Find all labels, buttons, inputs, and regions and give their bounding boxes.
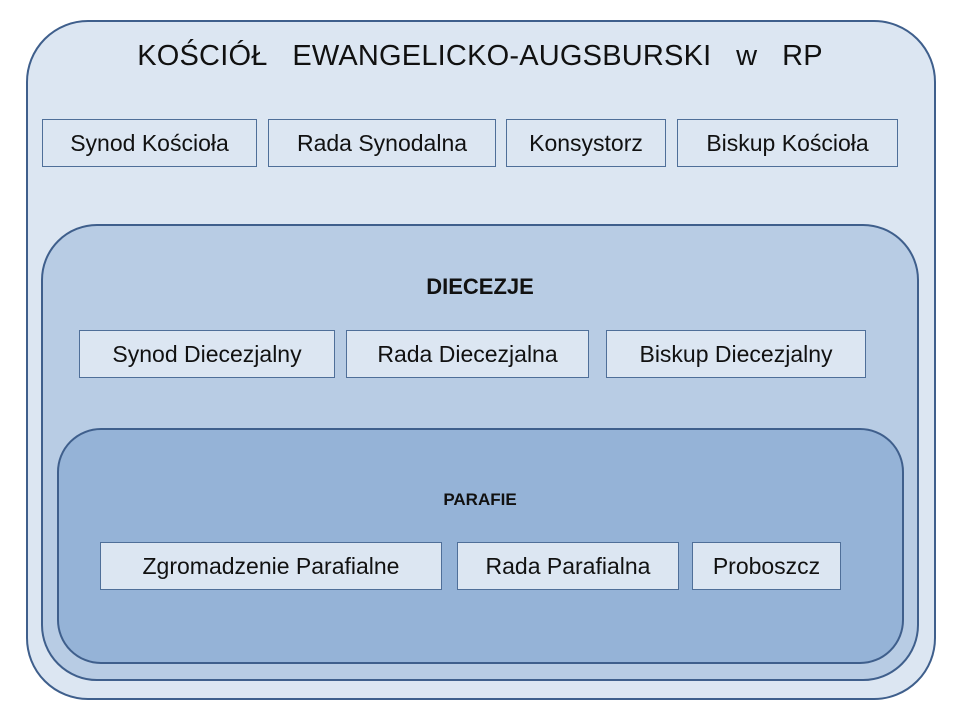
rada-synodalna-box: Rada Synodalna [268,119,496,167]
zgromadzenie-parafialne-box: Zgromadzenie Parafialne [100,542,442,590]
biskup-kosciola-box: Biskup Kościoła [677,119,898,167]
konsystorz-box: Konsystorz [506,119,666,167]
rada-diecezjalna-box: Rada Diecezjalna [346,330,589,378]
diocese-heading: DIECEZJE [426,274,534,299]
diagram-title: KOŚCIÓŁ EWANGELICKO-AUGSBURSKI w RP [137,40,823,72]
proboszcz-box: Proboszcz [692,542,841,590]
synod-kosciola-box: Synod Kościoła [42,119,257,167]
parish-heading: PARAFIE [443,490,517,509]
biskup-diecezjalny-box: Biskup Diecezjalny [606,330,866,378]
synod-diecezjalny-box: Synod Diecezjalny [79,330,335,378]
rada-parafialna-box: Rada Parafialna [457,542,679,590]
